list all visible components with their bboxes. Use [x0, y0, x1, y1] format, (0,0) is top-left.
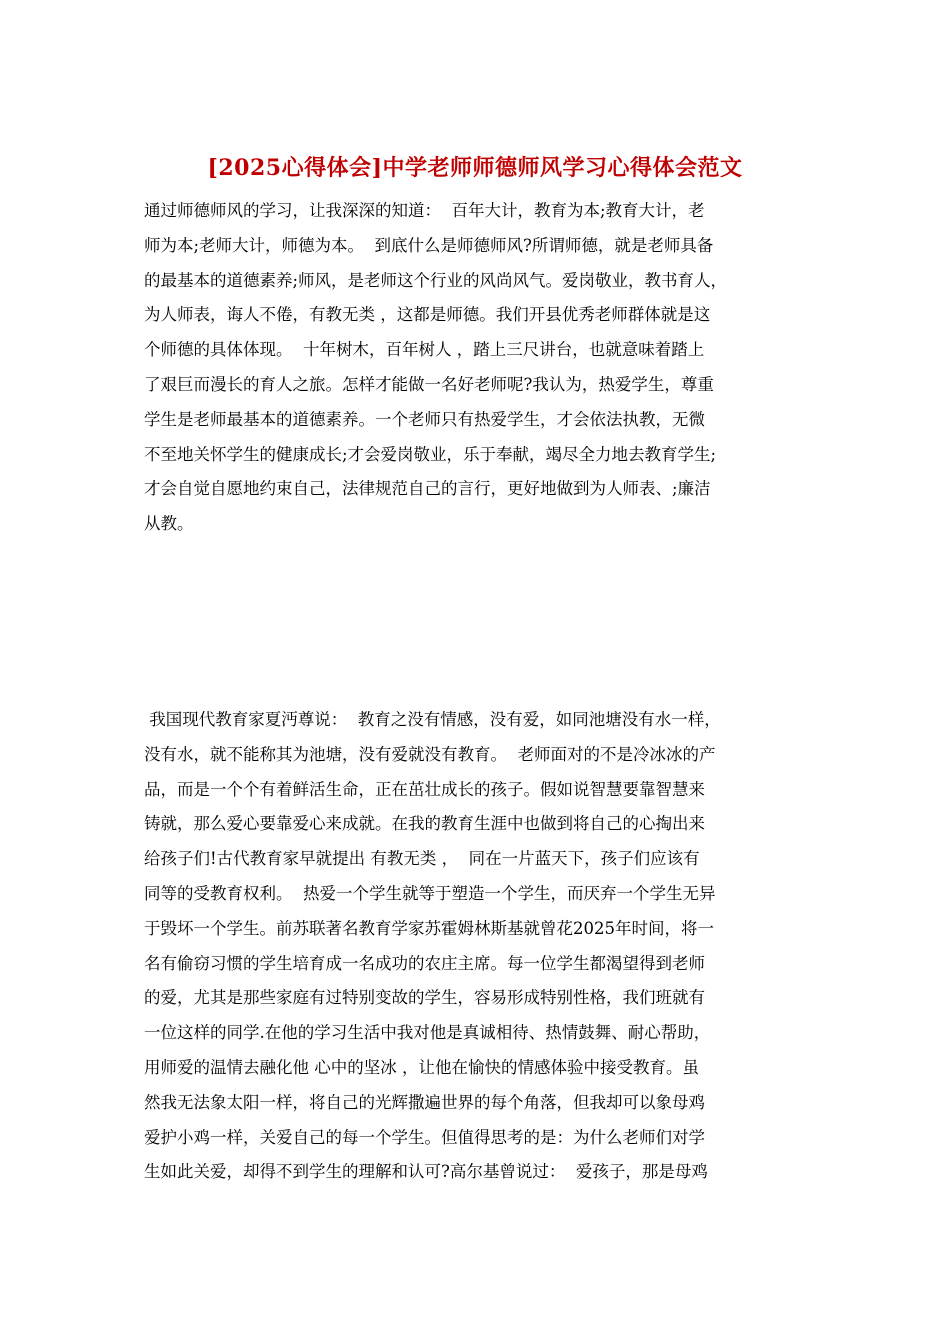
text-line: 品，而是一个个有着鲜活生命，正在茁壮成长的孩子。假如说智慧要靠智慧来: [144, 779, 705, 799]
text-line: 我国现代教育家夏沔尊说： 教育之没有情感，没有爱，如同池塘没有水一样，: [144, 710, 721, 729]
text-line: 爱护小鸡一样，关爱自己的每一个学生。但值得思考的是：为什么老师们对学: [144, 1127, 705, 1147]
text-line: 的最基本的道德素养;师风，是老师这个行业的风尚风气。爱岗敬业，教书育人，: [144, 270, 728, 290]
text-line: 没有水，就不能称其为池塘，没有爱就没有教育。 老师面对的不是冷冰冰的产: [144, 744, 716, 764]
text-line: 一位这样的同学.在他的学习生活中我对他是真诚相待、热情鼓舞、耐心帮助，: [144, 1023, 711, 1043]
text-line: 用师爱的温情去融化他 心中的坚冰 ，让他在愉快的情感体验中接受教育。虽: [144, 1057, 699, 1077]
text-line: 不至地关怀学生的健康成长;才会爱岗敬业，乐于奉献，竭尽全力地去教育学生;: [144, 444, 717, 464]
text-line: 通过师德师风的学习，让我深深的知道： 百年大计，教育为本;教育大计，老: [144, 201, 705, 220]
paragraph-1: [144, 194, 727, 542]
text-line: 于毁坏一个学生。前苏联著名教育学家苏霍姆林斯基就曾花2025年时间，将一: [144, 918, 714, 938]
text-line: 同等的受教育权利。 热爱一个学生就等于塑造一个学生，而厌弃一个学生无异: [144, 883, 716, 903]
text-line: 的爱，尤其是那些家庭有过特别变故的学生，容易形成特别性格，我们班就有: [144, 988, 705, 1008]
text-line: 才会自觉自愿地约束自己，法律规范自己的言行，更好地做到为人师表、;廉洁: [144, 479, 711, 499]
text-line: 师为本;老师大计，师德为本。 到底什么是师德师风?所谓师德，就是老师具备: [144, 235, 714, 255]
text-line: 铸就，那么爱心要靠爱心来成就。在我的教育生涯中也做到将自己的心掏出来: [144, 814, 705, 834]
text-line: 然我无法象太阳一样，将自己的光辉撒遍世界的每个角落，但我却可以象母鸡: [144, 1092, 705, 1112]
text-line: 为人师表，诲人不倦，有教无类 ，这都是师德。我们开县优秀老师群体就是这: [144, 305, 711, 325]
text-line: 给孩子们!古代教育家早就提出 有教无类 ， 同在一片蓝天下，孩子们应该有: [144, 849, 700, 869]
paragraph-2: [144, 703, 721, 1190]
text-line: 从教。: [144, 514, 194, 534]
text-line: 名有偷窃习惯的学生培育成一名成功的农庄主席。每一位学生都渴望得到老师: [144, 953, 705, 973]
text-line: 个师德的具体体现。 十年树木，百年树人 ，踏上三尺讲台，也就意味着踏上: [144, 340, 705, 360]
text-line: 生如此关爱，却得不到学生的理解和认可?高尔基曾说过： 爱孩子，那是母鸡: [144, 1162, 708, 1182]
text-line: 了艰巨而漫长的育人之旅。怎样才能做一名好老师呢?我认为，热爱学生，尊重: [144, 374, 714, 394]
document-title: [2025心得体会]中学老师师德师风学习心得体会范文: [207, 155, 743, 181]
text-line: 学生是老师最基本的道德素养。一个老师只有热爱学生，才会依法执教，无微: [144, 409, 705, 429]
